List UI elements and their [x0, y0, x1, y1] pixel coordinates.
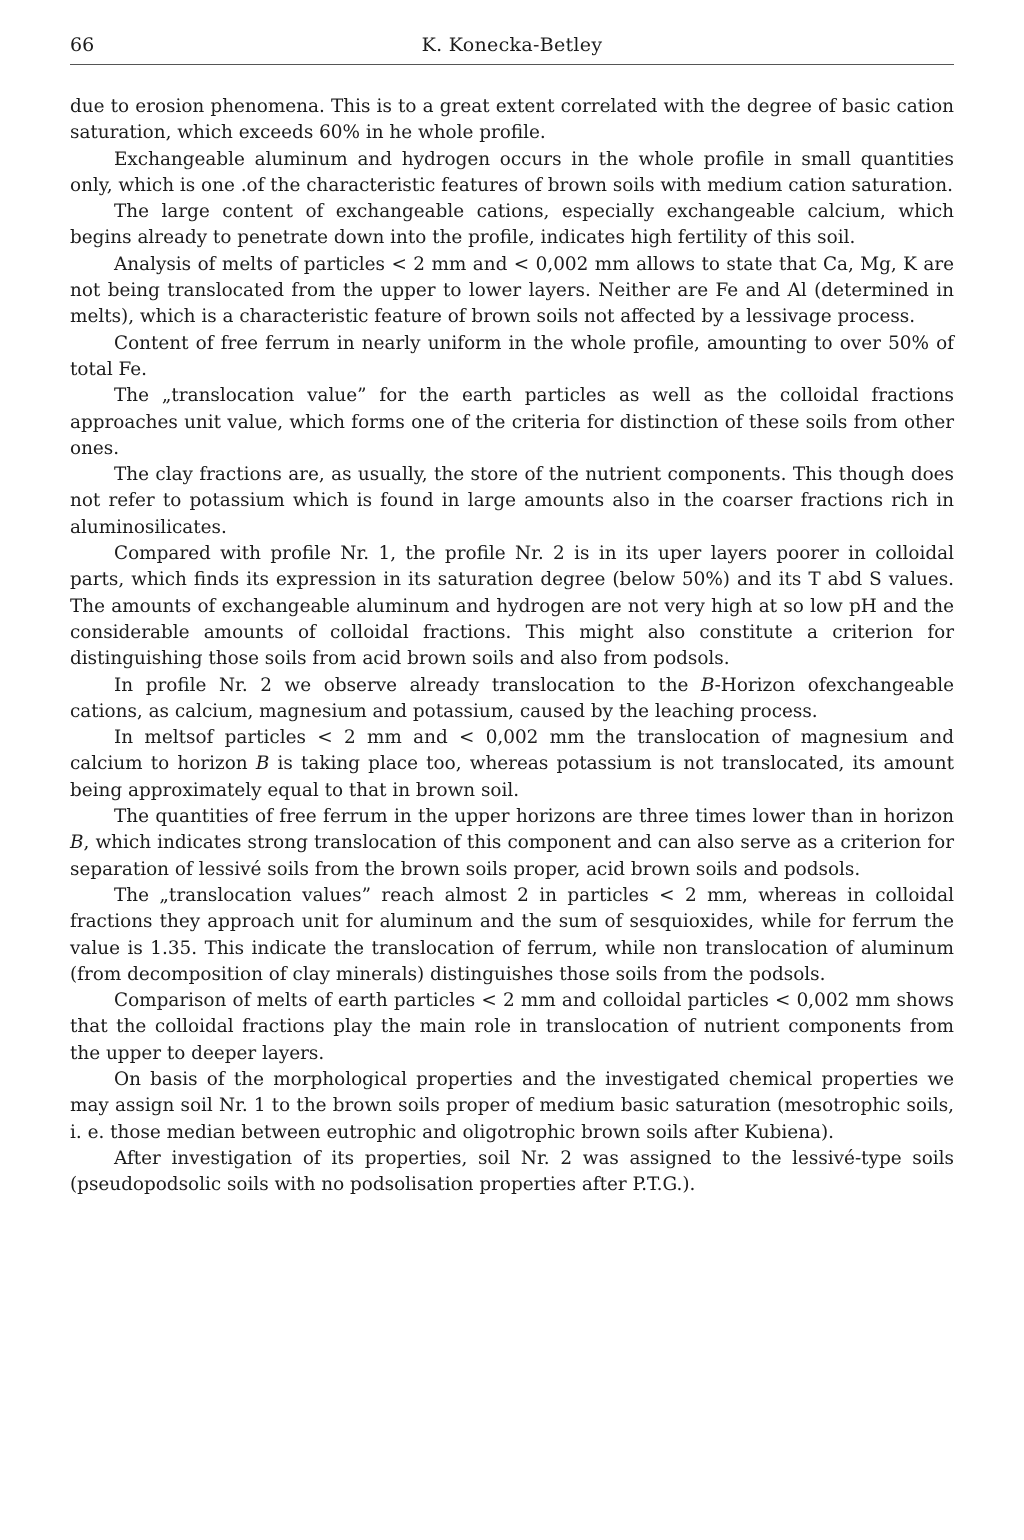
paragraph-14: On basis of the morphological properties and the investigated chemical properties we may assign soil Nr. 1 to the brown soils proper of medium basic saturation (mesotrophic soils, i. e. those median between eutrophic and oligotrophic brown soils after Kubiena). [70, 1068, 954, 1143]
page-number: 66 [70, 34, 95, 56]
paragraph-10: In meltsof particles < 2 mm and < 0,002 mm the translocation of magnesium and calcium to horizon B is taking place too, whereas potassium is not translocated, its amount being approximately equal to that in brown soil. [70, 727, 954, 801]
paragraph-4: Analysis of melts of particles < 2 mm and < 0,002 mm allows to state that Ca, Mg, K are not being translocated from the upper to lower layers. Neither are Fe and Al (determined in melts), which is a characteristic feature of brown soils not affected by a lessivage process. [70, 253, 954, 328]
page-header [70, 34, 954, 60]
paragraph-5: Content of free ferrum in nearly uniform in the whole profile, amounting to over 50% of total Fe. [70, 332, 954, 380]
paragraph-3: The large content of exchangeable cations, especially exchangeable calcium, which begins already to penetrate down into the profile, indicates high fertility of this soil. [70, 201, 954, 249]
paragraph-8: Compared with profile Nr. 1, the profile Nr. 2 is in its uper layers poorer in colloidal parts, which finds its expression in its saturation degree (below 50%) and its T abd S values. The amounts of exchangeable aluminum and hydrogen are not very high at so low pH and the considerable amounts of colloidal fractions. This might also constitute a criterion for distinguishing those soils from acid brown soils and also from podsols. [70, 543, 954, 670]
paragraph-2: Exchangeable aluminum and hydrogen occurs in the whole profile in small quantities only, which is one .of the characteristic features of brown soils with medium cation saturation. [70, 148, 954, 196]
paragraph-1: due to erosion phenomena. This is to a great extent correlated with the degree of basic cation saturation, which exceeds 60% in he whole profile. [70, 96, 954, 144]
paragraph-6: The „translocation value” for the earth particles as well as the colloidal fractions approaches unit value, which forms one of the criteria for distinction of these soils from other ones. [70, 385, 954, 459]
paragraph-13: Comparison of melts of earth particles < 2 mm and colloidal particles < 0,002 mm shows that the colloidal fractions play the main role in translocation of nutrient components from the upper to deeper layers. [70, 990, 954, 1064]
paragraph-9: In profile Nr. 2 we observe already translocation to the B-Horizon ofexchangeable cations, as calcium, magnesium and potassium, caused by the leaching process. [70, 674, 955, 722]
header-rule [70, 64, 954, 65]
body-text [70, 94, 954, 1198]
paragraph-12: The „translocation values” reach almost 2 in particles < 2 mm, whereas in colloidal fractions they approach unit for aluminum and the sum of sesquioxides, while for ferrum the value is 1.35. This indicate the translocation of ferrum, while non translocation of aluminum (from decomposition of clay minerals) distinguishes those soils from the podsols. [70, 884, 954, 985]
paragraph-15: After investigation of its properties, soil Nr. 2 was assigned to the lessivé-type soils (pseudopodsolic soils with no podsolisation properties after P.T.G.). [70, 1147, 954, 1196]
running-head: K. Konecka-Betley [421, 34, 603, 56]
paragraph-7: The clay fractions are, as usually, the store of the nutrient components. This though does not refer to potassium which is found in large amounts also in the coarser fractions rich in aluminosilicates. [70, 464, 954, 538]
paragraph-11: The quantities of free ferrum in the upper horizons are three times lower than in horizon B, which indicates strong translocation of this component and can also serve as a criterion for separation of lessivé soils from the brown soils proper, acid brown soils and podsols. [70, 806, 954, 880]
